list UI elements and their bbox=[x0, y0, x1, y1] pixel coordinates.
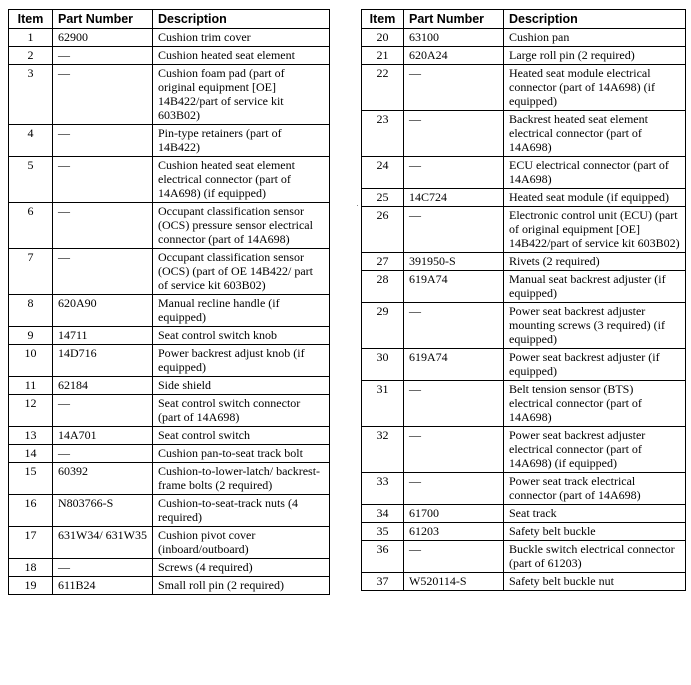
item-cell: 24 bbox=[362, 157, 404, 189]
part-number-cell: — bbox=[53, 249, 153, 295]
description-cell: Heated seat module electrical connector (part of 14A698) (if equipped) bbox=[504, 65, 686, 111]
part-number-cell: — bbox=[53, 47, 153, 65]
part-number-cell: 620A90 bbox=[53, 295, 153, 327]
table-row bbox=[362, 271, 686, 303]
item-cell: 28 bbox=[362, 271, 404, 303]
item-cell: 14 bbox=[9, 445, 53, 463]
part-number-cell: 14A701 bbox=[53, 427, 153, 445]
table-row bbox=[9, 577, 330, 595]
table-row bbox=[362, 157, 686, 189]
table-row bbox=[362, 303, 686, 349]
description-cell: Manual recline handle (if equipped) bbox=[153, 295, 330, 327]
part-number-cell: — bbox=[53, 445, 153, 463]
description-cell: ECU electrical connector (part of 14A698) bbox=[504, 157, 686, 189]
item-cell: 33 bbox=[362, 473, 404, 505]
item-cell: 18 bbox=[9, 559, 53, 577]
item-cell: 31 bbox=[362, 381, 404, 427]
part-number-cell: — bbox=[404, 541, 504, 573]
item-cell: 34 bbox=[362, 505, 404, 523]
table-row bbox=[9, 249, 330, 295]
table-row bbox=[362, 207, 686, 253]
table-row bbox=[9, 295, 330, 327]
table-row bbox=[9, 29, 330, 47]
description-cell: Cushion heated seat element electrical connector (part of 14A698) (if equipped) bbox=[153, 157, 330, 203]
item-cell: 10 bbox=[9, 345, 53, 377]
description-cell: Cushion pan bbox=[504, 29, 686, 47]
part-number-cell: — bbox=[53, 395, 153, 427]
item-cell: 3 bbox=[9, 65, 53, 125]
description-cell: Side shield bbox=[153, 377, 330, 395]
item-cell: 2 bbox=[9, 47, 53, 65]
description-cell: Belt tension sensor (BTS) electrical connector (part of 14A698) bbox=[504, 381, 686, 427]
part-number-cell: 620A24 bbox=[404, 47, 504, 65]
part-number-cell: 62900 bbox=[53, 29, 153, 47]
item-cell: 15 bbox=[9, 463, 53, 495]
item-cell: 4 bbox=[9, 125, 53, 157]
header-row bbox=[9, 10, 330, 29]
part-number-cell: — bbox=[53, 65, 153, 125]
table-row bbox=[362, 349, 686, 381]
item-cell: 12 bbox=[9, 395, 53, 427]
table-row bbox=[9, 157, 330, 203]
part-number-cell: 619A74 bbox=[404, 349, 504, 381]
part-number-cell: — bbox=[404, 65, 504, 111]
description-cell: Pin-type retainers (part of 14B422) bbox=[153, 125, 330, 157]
table-row bbox=[9, 47, 330, 65]
part-number-cell: — bbox=[404, 303, 504, 349]
description-cell: Occupant classification sensor (OCS) pressure sensor electrical connector (part of 14A698) bbox=[153, 203, 330, 249]
part-number-cell: — bbox=[53, 157, 153, 203]
table-row bbox=[9, 495, 330, 527]
table-row bbox=[9, 203, 330, 249]
header-description: Description bbox=[504, 10, 686, 29]
description-cell: Power seat backrest adjuster mounting screws (3 required) (if equipped) bbox=[504, 303, 686, 349]
description-cell: Power seat track electrical connector (part of 14A698) bbox=[504, 473, 686, 505]
description-cell: Cushion trim cover bbox=[153, 29, 330, 47]
description-cell: Cushion foam pad (part of original equipment [OE] 14B422/part of service kit 603B02) bbox=[153, 65, 330, 125]
part-number-cell: 14711 bbox=[53, 327, 153, 345]
item-cell: 19 bbox=[9, 577, 53, 595]
part-number-cell: 63100 bbox=[404, 29, 504, 47]
table-row bbox=[362, 47, 686, 65]
description-cell: Cushion pan-to-seat track bolt bbox=[153, 445, 330, 463]
description-cell: Cushion-to-seat-track nuts (4 required) bbox=[153, 495, 330, 527]
table-row bbox=[9, 559, 330, 577]
description-cell: Electronic control unit (ECU) (part of original equipment [OE] 14B422/part of service kit 603B02) bbox=[504, 207, 686, 253]
part-number-cell: — bbox=[404, 111, 504, 157]
description-cell: Seat track bbox=[504, 505, 686, 523]
part-number-cell: 619A74 bbox=[404, 271, 504, 303]
part-number-cell: — bbox=[404, 381, 504, 427]
item-cell: 13 bbox=[9, 427, 53, 445]
description-cell: Seat control switch bbox=[153, 427, 330, 445]
table-row bbox=[362, 189, 686, 207]
table-row bbox=[362, 65, 686, 111]
stray-dot bbox=[357, 205, 358, 206]
part-number-cell: — bbox=[404, 473, 504, 505]
item-cell: 1 bbox=[9, 29, 53, 47]
description-cell: Power backrest adjust knob (if equipped) bbox=[153, 345, 330, 377]
header-item: Item bbox=[362, 10, 404, 29]
description-cell: Power seat backrest adjuster electrical connector (part of 14A698) (if equipped) bbox=[504, 427, 686, 473]
part-number-cell: W520114-S bbox=[404, 573, 504, 591]
description-cell: Rivets (2 required) bbox=[504, 253, 686, 271]
item-cell: 30 bbox=[362, 349, 404, 381]
item-cell: 23 bbox=[362, 111, 404, 157]
part-number-cell: — bbox=[53, 559, 153, 577]
table-row bbox=[9, 395, 330, 427]
item-cell: 7 bbox=[9, 249, 53, 295]
description-cell: Seat control switch connector (part of 14A698) bbox=[153, 395, 330, 427]
description-cell: Safety belt buckle bbox=[504, 523, 686, 541]
item-cell: 20 bbox=[362, 29, 404, 47]
part-number-cell: 61203 bbox=[404, 523, 504, 541]
item-cell: 35 bbox=[362, 523, 404, 541]
description-cell: Occupant classification sensor (OCS) (part of OE 14B422/ part of service kit 603B02) bbox=[153, 249, 330, 295]
part-number-cell: — bbox=[404, 427, 504, 473]
header-item: Item bbox=[9, 10, 53, 29]
table-row bbox=[362, 573, 686, 591]
header-part-number: Part Number bbox=[404, 10, 504, 29]
description-cell: Seat control switch knob bbox=[153, 327, 330, 345]
part-number-cell: — bbox=[404, 207, 504, 253]
item-cell: 8 bbox=[9, 295, 53, 327]
description-cell: Power seat backrest adjuster (if equipped) bbox=[504, 349, 686, 381]
parts-table-left bbox=[8, 9, 330, 595]
item-cell: 21 bbox=[362, 47, 404, 65]
item-cell: 25 bbox=[362, 189, 404, 207]
item-cell: 36 bbox=[362, 541, 404, 573]
part-number-cell: 391950-S bbox=[404, 253, 504, 271]
item-cell: 5 bbox=[9, 157, 53, 203]
item-cell: 16 bbox=[9, 495, 53, 527]
parts-table-right bbox=[361, 9, 686, 591]
table-row bbox=[362, 523, 686, 541]
item-cell: 17 bbox=[9, 527, 53, 559]
item-cell: 32 bbox=[362, 427, 404, 473]
item-cell: 22 bbox=[362, 65, 404, 111]
item-cell: 6 bbox=[9, 203, 53, 249]
item-cell: 26 bbox=[362, 207, 404, 253]
description-cell: Cushion heated seat element bbox=[153, 47, 330, 65]
header-description: Description bbox=[153, 10, 330, 29]
part-number-cell: 60392 bbox=[53, 463, 153, 495]
part-number-cell: 14C724 bbox=[404, 189, 504, 207]
part-number-cell: 62184 bbox=[53, 377, 153, 395]
item-cell: 37 bbox=[362, 573, 404, 591]
item-cell: 29 bbox=[362, 303, 404, 349]
description-cell: Heated seat module (if equipped) bbox=[504, 189, 686, 207]
table-row bbox=[9, 463, 330, 495]
table-row bbox=[362, 381, 686, 427]
table-row bbox=[9, 125, 330, 157]
table-row bbox=[9, 427, 330, 445]
item-cell: 27 bbox=[362, 253, 404, 271]
header-row bbox=[362, 10, 686, 29]
table-row bbox=[9, 527, 330, 559]
table-row bbox=[9, 345, 330, 377]
item-cell: 9 bbox=[9, 327, 53, 345]
part-number-cell: — bbox=[53, 125, 153, 157]
description-cell: Backrest heated seat element electrical connector (part of 14A698) bbox=[504, 111, 686, 157]
part-number-cell: — bbox=[53, 203, 153, 249]
part-number-cell: 14D716 bbox=[53, 345, 153, 377]
table-row bbox=[362, 541, 686, 573]
part-number-cell: 631W34/ 631W35 bbox=[53, 527, 153, 559]
item-cell: 11 bbox=[9, 377, 53, 395]
part-number-cell: 611B24 bbox=[53, 577, 153, 595]
table-row bbox=[9, 327, 330, 345]
table-row bbox=[362, 29, 686, 47]
description-cell: Safety belt buckle nut bbox=[504, 573, 686, 591]
description-cell: Large roll pin (2 required) bbox=[504, 47, 686, 65]
part-number-cell: — bbox=[404, 157, 504, 189]
table-row bbox=[362, 111, 686, 157]
description-cell: Cushion pivot cover (inboard/outboard) bbox=[153, 527, 330, 559]
table-row bbox=[9, 377, 330, 395]
table-row bbox=[362, 505, 686, 523]
header-part-number: Part Number bbox=[53, 10, 153, 29]
table-row bbox=[362, 427, 686, 473]
part-number-cell: 61700 bbox=[404, 505, 504, 523]
table-row bbox=[9, 445, 330, 463]
part-number-cell: N803766-S bbox=[53, 495, 153, 527]
description-cell: Manual seat backrest adjuster (if equipped) bbox=[504, 271, 686, 303]
description-cell: Cushion-to-lower-latch/ backrest-frame bolts (2 required) bbox=[153, 463, 330, 495]
table-row bbox=[362, 253, 686, 271]
description-cell: Buckle switch electrical connector (part of 61203) bbox=[504, 541, 686, 573]
table-row bbox=[362, 473, 686, 505]
description-cell: Small roll pin (2 required) bbox=[153, 577, 330, 595]
table-row bbox=[9, 65, 330, 125]
description-cell: Screws (4 required) bbox=[153, 559, 330, 577]
